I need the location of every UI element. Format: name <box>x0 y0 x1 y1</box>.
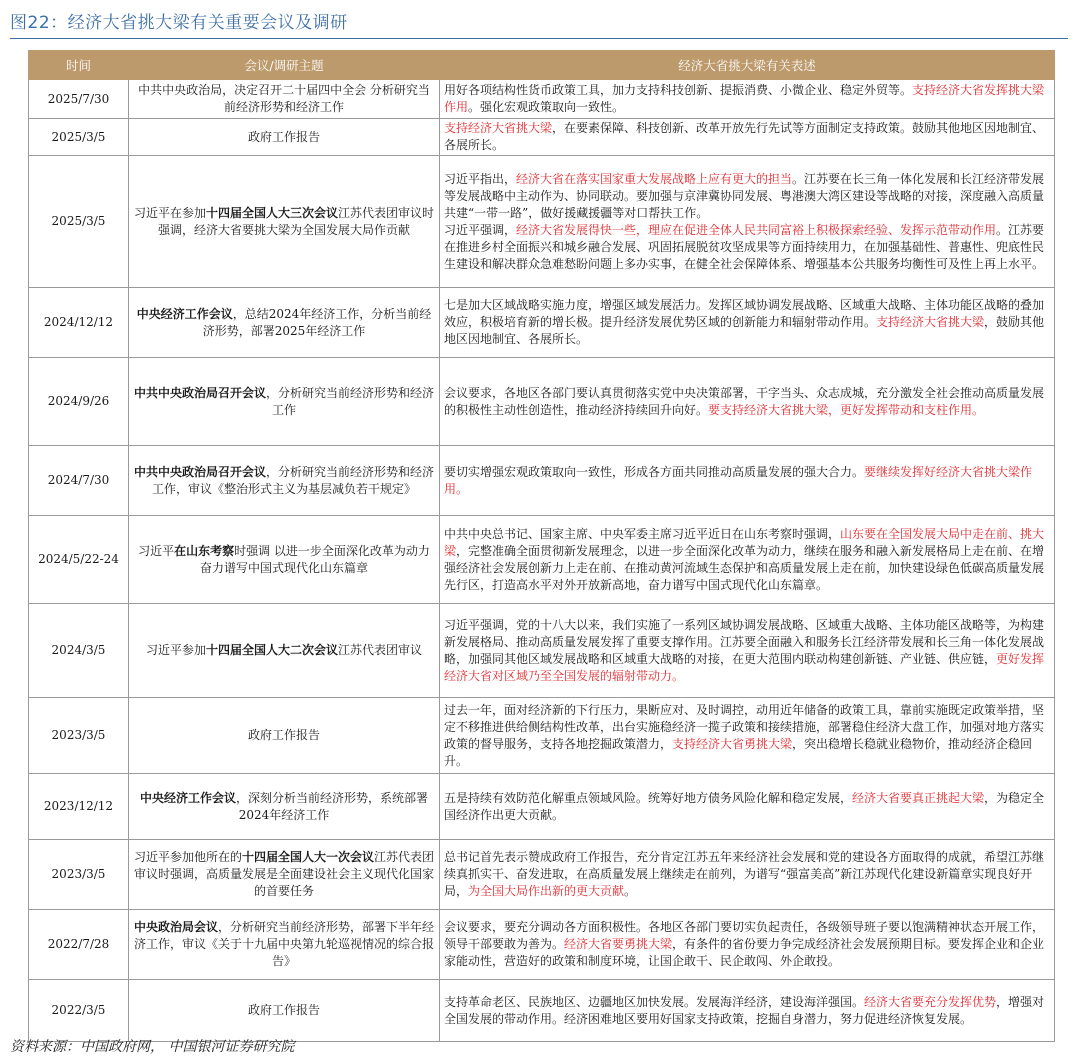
statement-cell <box>440 980 1055 1042</box>
statement-cell <box>440 774 1055 840</box>
header-statement: 经济大省挑大梁有关表述 <box>440 51 1055 80</box>
table-row <box>29 516 1055 604</box>
text-run: ，总结2024年经济工作，分析当前经济形势，部署2025年经济工作 <box>202 306 432 338</box>
text-run: 支持革命老区、民族地区、边疆地区加快发展。发展海洋经济，建设海洋强国。 <box>444 994 865 1009</box>
text-run: 中共中央政治局，决定召开二十届四中全会 分析研究当前经济形势和经济工作 <box>138 83 430 114</box>
highlighted-text: 经济大省发展得快一些，理应在促进全体人民共同富裕上积极探索经验、发挥示范带动作用 <box>516 222 997 237</box>
table-row <box>29 604 1055 698</box>
table-row <box>29 80 1055 119</box>
bold-text: 十四届全国人大三次会议 <box>205 205 338 220</box>
header-topic: 会议/调研主题 <box>129 51 440 80</box>
text-run: 用好各项结构性货币政策工具，加力支持科技创新、提振消费、小微企业、稳定外贸等。 <box>444 83 913 97</box>
statement-cell <box>440 516 1055 604</box>
bold-text: 十四届全国人大二次会议 <box>205 643 338 657</box>
table-row <box>29 840 1055 910</box>
text-run: 习近平参加他所在的 <box>133 850 242 864</box>
table-row <box>29 288 1055 358</box>
topic-cell <box>129 80 440 119</box>
text-run: 习近平在参加 <box>133 205 206 220</box>
highlighted-text: 更好发挥经济大省对区域乃至全国发展的辐射带动力。 <box>444 651 1045 683</box>
date-cell: 2025/3/5 <box>29 119 129 156</box>
bold-text: 十四届全国人大一次会议 <box>241 850 374 864</box>
text-run: 会议要求，各地区各部门要认真贯彻落实党中央决策部署，干字当头、众志成城，充分激发全社会推动高质量发展的积极性主动性创造性，推动经济持续回升向好。 <box>444 385 1045 417</box>
text-run: 时强调 以进一步全面深化改革为动力 奋力谱写中国式现代化山东篇章 <box>199 543 430 575</box>
bold-text: 中央政治局会议 <box>133 920 218 934</box>
highlighted-text: 支持经济大省勇挑大梁 <box>672 736 793 751</box>
statement-cell <box>440 910 1055 980</box>
table-row <box>29 358 1055 446</box>
source-note: 资料来源：中国政府网， 中国银河证券研究院 <box>10 1039 295 1055</box>
figure-title: 图22：经济大省挑大梁有关重要会议及调研 <box>10 13 348 33</box>
bold-text: 中央经济工作会议 <box>139 790 236 805</box>
highlighted-text: 要支持经济大省挑大梁，更好发挥带动和支柱作用。 <box>708 402 985 417</box>
highlighted-text: 经济大省要勇挑大梁 <box>564 937 673 951</box>
table-body <box>29 80 1055 1042</box>
text-run: 过去一年，面对经济新的下行压力，果断应对、及时调控，动用近年储备的政策工具，靠前实施既定政策举措，坚定不移推进供给侧结构性改革，出台实施稳经济一揽子政策和接续措施，部署稳住经济大盘工作，加强对地方落实政策的督导服务，支持各地挖掘政策潜力， <box>444 702 1045 751</box>
text-run: 五是持续有效防范化解重点领域风险。统筹好地方债务风险化解和稳定发展， <box>444 790 853 805</box>
text-run: 江苏代表团审议时强调，高质量发展是全面建设社会主义现代化国家的首要任务 <box>133 850 435 898</box>
date-cell: 2025/3/5 <box>29 156 129 288</box>
topic-cell <box>129 516 440 604</box>
highlighted-text: 经济大省要真正挑起大梁 <box>852 790 985 805</box>
topic-cell <box>129 840 440 910</box>
text-run: ，深刻分析当前经济形势，系统部署2024年经济工作 <box>236 790 429 822</box>
text-run: 江苏代表团审议时强调，经济大省要挑大梁为全国发展大局作贡献 <box>157 205 435 237</box>
date-cell: 2024/9/26 <box>29 358 129 446</box>
text-run: ，为稳定全国经济作出更大贡献。 <box>444 790 1045 822</box>
text-run: ，鼓励其他地区因地制宜、各展所长。 <box>444 315 1045 346</box>
text-run: 政府工作报告 <box>247 129 320 144</box>
date-cell: 2023/3/5 <box>29 698 129 774</box>
table-row <box>29 980 1055 1042</box>
title-rule <box>10 38 1068 39</box>
date-cell: 2022/3/5 <box>29 980 129 1042</box>
statement-cell <box>440 358 1055 446</box>
text-run: 。江苏要在长三角一体化发展和长江经济带发展等发展战略中主动作为、协同联动。要加强与京津冀协同发展、粤港澳大湾区建设等战略的对接，深度融入高质量共建“一带一路”，做好援藏援疆等对口帮扶工作。 <box>444 171 1045 220</box>
text-run: 。强化宏观政策取向一致性。 <box>468 100 625 114</box>
text-run: 习近平 <box>138 543 175 558</box>
date-cell: 2024/12/12 <box>29 288 129 358</box>
date-cell: 2024/7/30 <box>29 446 129 516</box>
date-cell: 2022/7/28 <box>29 910 129 980</box>
topic-cell <box>129 119 440 156</box>
highlighted-text: 要继续发挥好经济大省挑大梁作用。 <box>444 464 1033 496</box>
bold-text: 中共中央政治局召开会议 <box>133 385 266 400</box>
text-run: 七是加大区域战略实施力度，增强区域发展活力。发挥区域协调发展战略、区域重大战略、主体功能区战略的叠加效应，积极培育新的增长极。提升经济发展优势区域的创新能力和辐射带动作用。 <box>444 298 1045 329</box>
highlighted-text: 支持经济大省发挥挑大梁作用 <box>444 83 1045 114</box>
text-run: 中共中央总书记、国家主席、中央军委主席习近平近日在山东考察时强调， <box>444 526 841 541</box>
table-row <box>29 446 1055 516</box>
table-row <box>29 156 1055 288</box>
highlighted-text: 经济大省在落实国家重大发展战略上应有更大的担当 <box>516 171 793 186</box>
topic-cell <box>129 774 440 840</box>
text-run: 习近平参加 <box>145 643 206 657</box>
statement-cell <box>440 698 1055 774</box>
text-run: ，分析研究当前经济形势和经济工作 <box>266 385 435 417</box>
table-row <box>29 910 1055 980</box>
topic-cell <box>129 604 440 698</box>
table-header-row <box>29 51 1055 80</box>
topic-cell <box>129 288 440 358</box>
text-run: 江苏代表团审议 <box>338 643 423 657</box>
bold-text: 中央经济工作会议 <box>136 306 233 321</box>
date-cell: 2024/3/5 <box>29 604 129 698</box>
statement-cell <box>440 840 1055 910</box>
topic-cell <box>129 446 440 516</box>
text-run: ，完整准确全面贯彻新发展理念，以进一步全面深化改革为动力，继续在服务和融入新发展格局上走在前、在增强经济社会发展创新力上走在前、在推动黄河流域生态保护和高质量发展上走在前，加快建设绿色低碳高质量发展先行区，打造高水平对外开放新高地，奋力谱写中国式现代化山东篇章。 <box>444 543 1045 592</box>
highlighted-text: 支持经济大省挑大梁 <box>876 315 985 329</box>
highlighted-text: 经济大省要充分发挥优势 <box>864 994 997 1009</box>
text-run: 习近平指出， <box>444 171 517 186</box>
table-row <box>29 774 1055 840</box>
topic-cell <box>129 156 440 288</box>
text-run: ，分析研究当前经济形势和经济工作，审议《整治形式主义为基层减负若干规定》 <box>151 464 435 496</box>
table-row <box>29 119 1055 156</box>
bold-text: 中共中央政治局召开会议 <box>133 464 266 479</box>
text-run: ，增强对全国发展的带动作用。经济困难地区要用好国家支持政策，挖掘自身潜力，努力促进经济恢复发展。 <box>444 994 1045 1026</box>
text-run: 总书记首先表示赞成政府工作报告，充分肯定江苏五年来经济社会发展和党的建设各方面取得的成就，希望江苏继续真抓实干、奋发进取，在高质量发展上继续走在前列，为谱写“强富美高”新江苏现代化建设新篇章实现良好开局， <box>444 850 1045 898</box>
text-run: 政府工作报告 <box>247 728 320 742</box>
statement-cell <box>440 446 1055 516</box>
text-run: 。江苏要在推进乡村全面振兴和城乡融合发展、巩固拓展脱贫攻坚成果等方面持续用力，在加强基础性、普惠性、兜底性民生建设和解决群众急难愁盼问题上多办实事，在健全社会保障体系、增强基本公共服务均衡性可及性上再上水平。 <box>444 222 1045 271</box>
highlighted-text: 山东要在全国发展大局中走在前、挑大梁 <box>444 526 1045 558</box>
table-row <box>29 698 1055 774</box>
date-cell: 2025/7/30 <box>29 80 129 119</box>
date-cell: 2023/12/12 <box>29 774 129 840</box>
date-cell: 2023/3/5 <box>29 840 129 910</box>
text-run: 。 <box>624 884 637 898</box>
statement-cell <box>440 604 1055 698</box>
text-run: 习近平强调，党的十八大以来，我们实施了一系列区域协调发展战略、区域重大战略、主体功能区战略等，为构建新发展格局、推动高质量发展发挥了重要支撑作用。江苏要全面融入和服务长江经济带发展和长三角一体化发展战略，加强同其他区域发展战略和区域重大战略的对接，在更大范围内联动构建创新链、产业链、供应链， <box>444 617 1045 666</box>
text-run: ，有条件的省份要力争完成经济社会发展预期目标。要发挥企业和企业家能动性，营造好的政策和制度环境，让国企敢干、民企敢闯、外企敢投。 <box>444 937 1045 968</box>
statement-cell <box>440 288 1055 358</box>
highlighted-text: 为全国大局作出新的更大贡献 <box>468 884 625 898</box>
text-run: 要切实增强宏观政策取向一致性，形成各方面共同推动高质量发展的强大合力。 <box>444 464 865 479</box>
statement-cell <box>440 119 1055 156</box>
bold-text: 在山东考察 <box>174 543 235 558</box>
statement-cell <box>440 80 1055 119</box>
text-run: ，在要素保障、科技创新、改革开放先行先试等方面制定支持政策。鼓励其他地区因地制宜、各展所长。 <box>444 121 1045 152</box>
statement-cell <box>440 156 1055 288</box>
topic-cell <box>129 910 440 980</box>
header-date: 时间 <box>29 51 129 80</box>
topic-cell <box>129 980 440 1042</box>
text-run: 政府工作报告 <box>247 1003 320 1017</box>
topic-cell <box>129 698 440 774</box>
text-run: ，突出稳增长稳就业稳物价，推动经济企稳回升。 <box>444 736 1033 768</box>
meetings-table <box>28 50 1055 1042</box>
date-cell: 2024/5/22-24 <box>29 516 129 604</box>
text-run: 会议要求，要充分调动各方面积极性。各地区各部门要切实负起责任，各级领导班子要以饱满精神状态开展工作，领导干部要敢为善为。 <box>444 920 1045 951</box>
highlighted-text: 支持经济大省挑大梁 <box>444 121 553 135</box>
text-run: ，分析研究当前经济形势，部署下半年经济工作，审议《关于十九届中央第九轮巡视情况的综合报告》 <box>133 920 435 968</box>
text-run: 习近平强调， <box>444 222 517 237</box>
topic-cell <box>129 358 440 446</box>
